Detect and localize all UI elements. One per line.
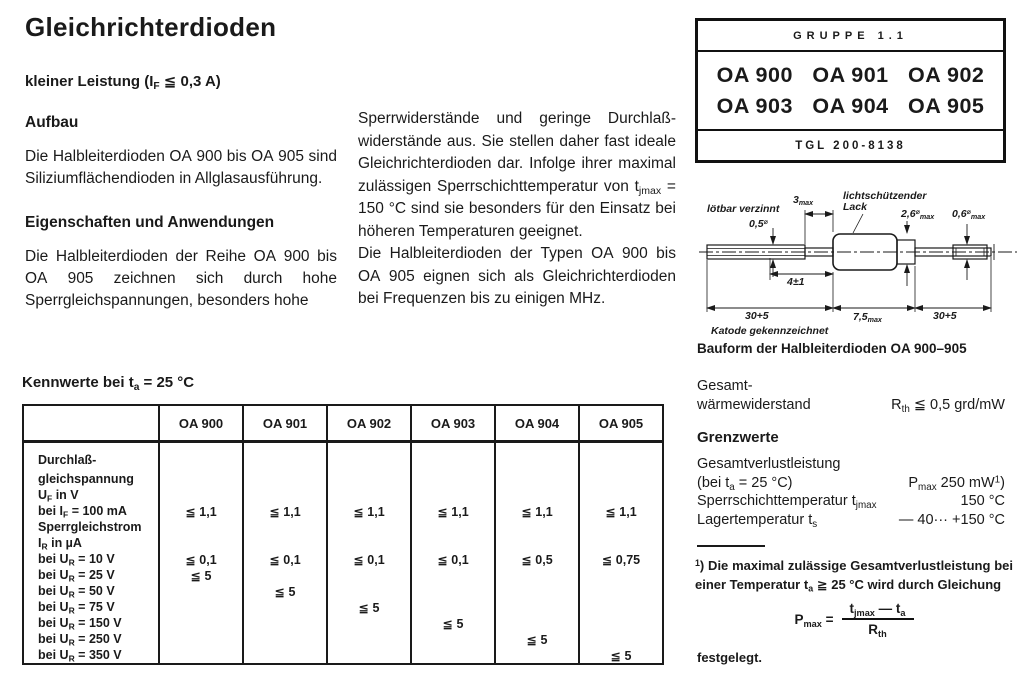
value-cell [327,519,411,535]
type-group-box [695,18,1006,163]
value-cell [327,631,411,647]
value-cell: ≦ 5 [495,631,579,647]
value-cell [243,535,327,551]
table-row [23,567,663,583]
limit-label: Lagertemperatur $t_s$ [697,511,818,530]
limit-item [697,455,1005,474]
value-cell [159,487,243,503]
value-cell [243,567,327,583]
type-list [698,52,1003,131]
value-cell: ≦ 5 [159,567,243,583]
value-cell [243,519,327,535]
row-label: bei $U_R = 50$ V [38,584,115,600]
row-label: $I_R$ in µA [38,536,82,552]
value-cell [579,535,663,551]
limit-item [697,511,1005,530]
pmax-formula [695,601,1013,637]
limit-value: — 40··· +150 °C [898,511,1005,528]
paragraph-sperrwiderstaende: Sperrwiderstände und geringe Durchlaßwiderstände aus. Sie stellen daher fast ideale Gleichrichterdioden dar. Infolge ihrer maximal zulässigen Sperrschichttemperatur von $t_{jmax} = 150$ °C sind sie besonders für den Einsatz bei höheren Temperaturen geeignet. [358,110,676,240]
section-heading-grenzwerte: Grenzwerte [697,429,779,446]
value-cell [243,615,327,631]
column-header: OA 905 [579,405,663,442]
value-cell [243,471,327,487]
label-body-length: $7,5_{max}$ [853,311,882,325]
formula-lhs: $P_{max}$ = [794,611,834,629]
type-line-1: OA 900 OA 901 OA 902 [716,63,985,87]
label-lead-length-left: 30+5 [745,310,769,322]
value-cell: ≦ 5 [327,599,411,615]
limit-item [697,492,1005,511]
footnote-closing: festgelegt. [697,650,763,665]
value-cell [159,599,243,615]
kennwerte-header-row [23,405,663,442]
limit-value: $P_{max}$ 250 $mW^1$) [908,474,1005,493]
value-cell [327,647,411,664]
row-label: bei $U_R = 350$ V [38,648,122,664]
footnote-text: $^1$) Die maximal zulässige Gesamtverlustleistung bei einer Temperatur $t_a$ ≧ 25 °C wird durch Gleichung [695,558,1013,594]
value-cell [327,487,411,503]
tgl-standard: TGL 200-8138 [795,140,906,152]
label-loetbar-verzinnt: lötbar verzinnt [707,203,780,215]
value-cell [579,519,663,535]
drawing-caption: Bauform der Halbleiterdioden OA 900–905 [697,341,967,356]
thermal-resistance-row [697,377,1005,415]
row-label: bei $U_R = 10$ V [38,552,115,568]
value-cell [411,583,495,599]
column-header: OA 902 [327,405,411,442]
value-cell [411,535,495,551]
value-cell [159,442,243,472]
table-row [23,615,663,631]
value-cell [411,567,495,583]
page-title: Gleichrichterdioden [25,12,277,42]
row-label: $U_F$ in V [38,488,79,504]
value-cell [495,599,579,615]
formula-numerator: $t_{jmax}$ — $t_a$ [842,601,914,620]
row-label: bei $U_R = 250$ V [38,632,122,648]
footnote-rule [697,545,765,547]
value-cell: ≦ 0,5 [495,551,579,567]
column-header: OA 904 [495,405,579,442]
row-label: Sperrgleichstrom [38,520,142,534]
value-cell [159,615,243,631]
value-cell [579,471,663,487]
value-cell: ≦ 0,1 [159,551,243,567]
kennwerte-table [22,404,664,665]
paragraph-eigenschaften: Die Halbleiterdioden der Reihe OA 900 bis OA 905 zeichnen sich durch hohe Sperrgleichspannungen, besonders hohe [25,248,337,309]
formula-denominator: $R_{th}$ [868,622,887,639]
value-cell [411,647,495,664]
limit-item [697,474,1005,493]
value-cell [159,583,243,599]
value-cell [495,583,579,599]
section-heading-aufbau: Aufbau [25,114,79,131]
section-heading-eigenschaften: Eigenschaften und Anwendungen [25,214,275,231]
value-cell [579,631,663,647]
type-line-2: OA 903 OA 904 OA 905 [716,94,985,118]
value-cell [495,519,579,535]
left-text-column [25,114,337,336]
value-cell [579,442,663,472]
row-label: bei $U_R = 75$ V [38,600,115,616]
value-cell: ≦ 1,1 [579,503,663,519]
limit-label: Sperrschichttemperatur $t_{jmax}$ [697,493,877,511]
table-corner-cell [23,405,159,442]
value-cell [159,471,243,487]
limit-label: (bei $t_a = 25$ °C) [697,474,793,493]
value-cell [159,535,243,551]
value-cell [495,471,579,487]
table-row [23,551,663,567]
value-cell [411,631,495,647]
limits-list [697,455,1005,529]
label-dim-4pm1: 4±1 [787,276,805,288]
formula-fraction [842,601,914,637]
value-cell [579,567,663,583]
value-cell [243,487,327,503]
value-cell: ≦ 5 [579,647,663,664]
value-cell [327,535,411,551]
paragraph-aufbau: Die Halbleiterdioden OA 900 bis OA 905 sind Siliziumflächendioden in Allglasausführung. [25,148,337,187]
row-label: Durchlaß- [38,453,97,467]
row-label: gleichspannung [38,472,134,486]
value-cell [495,647,579,664]
value-cell [495,442,579,472]
table-title: Kennwerte bei $t_a = 25$ °C [22,374,195,394]
table-row [23,487,663,503]
label-lichtschuetzender-lack: lichtschützender Lack [843,190,927,213]
value-cell [243,442,327,472]
value-cell: ≦ 0,75 [579,551,663,567]
row-label: bei $U_R = 25$ V [38,568,115,584]
row-label: bei $U_R = 150$ V [38,616,122,632]
label-dia-0-6max: $0,6^⌀_{max}$ [952,207,986,222]
value-cell [579,583,663,599]
label-dim-3max: $3_{max}$ [793,194,814,208]
group-label: GRUPPE 1.1 [698,21,1003,52]
value-cell [495,535,579,551]
value-cell [159,631,243,647]
table-row [23,519,663,535]
diode-outline-drawing [695,190,1024,340]
value-cell [411,442,495,472]
paragraph-frequenzen: Die Halbleiterdioden der Typen OA 900 bis OA 905 eignen sich als Gleichrichterdioden bei Frequenzen bis zu einigen MHz. [358,245,676,307]
table-row [23,599,663,615]
column-header: OA 901 [243,405,327,442]
page-subtitle: kleiner Leistung ($I_F$ ≦ 0,3 A) [25,73,221,93]
value-cell [411,471,495,487]
value-cell: ≦ 5 [243,583,327,599]
value-cell: ≦ 0,1 [243,551,327,567]
column-header: OA 903 [411,405,495,442]
value-cell [243,599,327,615]
value-cell [579,487,663,503]
value-cell [495,487,579,503]
value-cell: ≦ 0,1 [411,551,495,567]
table-row [23,442,663,472]
thermal-resistance-value: $R_{th}$ ≦ 0,5 grd/mW [891,397,1005,415]
label-lead-length-right: 30+5 [933,310,957,322]
kennwerte-body [23,442,663,665]
value-cell [327,471,411,487]
value-cell: ≦ 1,1 [159,503,243,519]
label-dia-2-6max: $2,6^⌀_{max}$ [901,207,935,222]
value-cell: ≦ 5 [411,615,495,631]
value-cell [411,599,495,615]
table-row [23,631,663,647]
value-cell: ≦ 1,1 [327,503,411,519]
kennwerte-table-wrap [22,404,664,665]
value-cell [327,615,411,631]
value-cell [327,583,411,599]
value-cell: ≦ 1,1 [411,503,495,519]
value-cell: ≦ 1,1 [243,503,327,519]
value-cell [411,519,495,535]
row-label: bei $I_F = 100$ mA [38,504,127,520]
limit-value: 150 °C [960,493,1005,509]
table-row [23,471,663,487]
value-cell [327,442,411,472]
value-cell [579,599,663,615]
thermal-resistance-label: Gesamt- wärmewiderstand [697,378,811,413]
value-cell [159,647,243,664]
middle-text-column [358,108,676,311]
value-cell [579,615,663,631]
value-cell [243,631,327,647]
value-cell [495,567,579,583]
table-row [23,583,663,599]
label-dia-0-5: 0,5⌀ [749,217,768,230]
value-cell [243,647,327,664]
column-header: OA 900 [159,405,243,442]
table-row [23,647,663,664]
value-cell [495,615,579,631]
value-cell [327,567,411,583]
table-row [23,535,663,551]
label-katode-gekennzeichnet: Katode gekennzeichnet [711,325,829,337]
value-cell: ≦ 0,1 [327,551,411,567]
value-cell: ≦ 1,1 [495,503,579,519]
limit-label: Gesamtverlustleistung [697,456,841,472]
table-row [23,503,663,519]
value-cell [159,519,243,535]
value-cell [411,487,495,503]
